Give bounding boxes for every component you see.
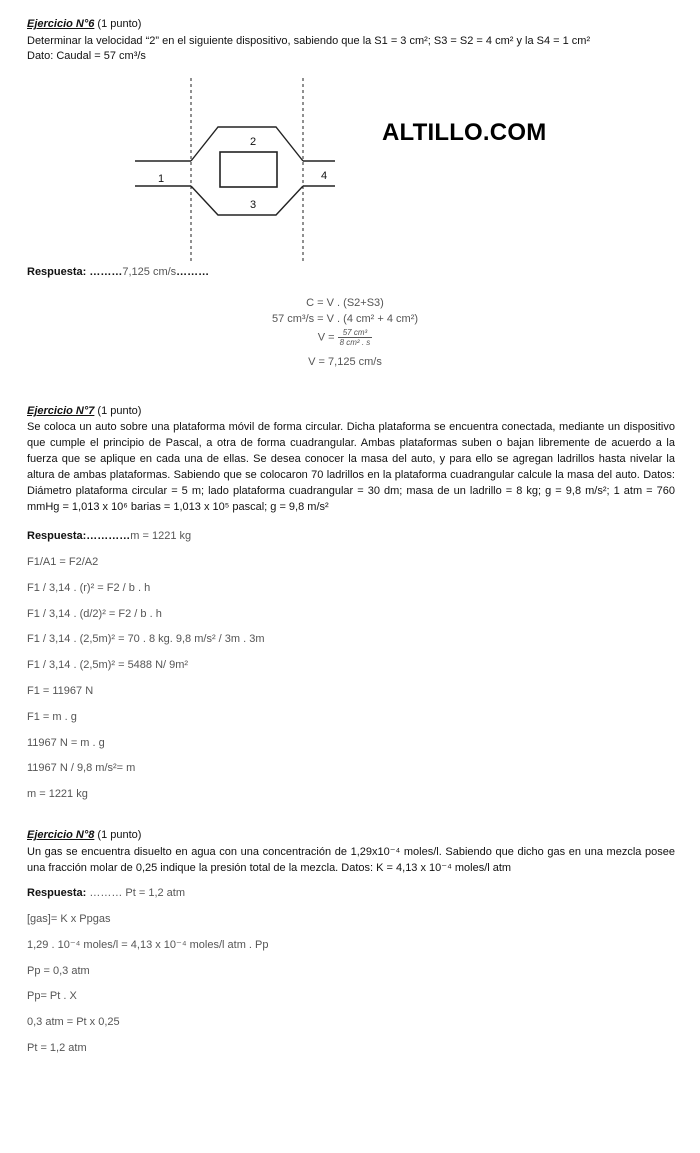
ex8-step: Pp = 0,3 atm — [27, 964, 90, 977]
ex6-solution-fraction — [338, 328, 373, 347]
diagram-label-2: 2 — [250, 136, 257, 148]
diagram-label-4: 4 — [321, 170, 328, 182]
ex6-title: Ejercicio N°6 — [27, 18, 95, 30]
ex7-heading — [27, 404, 141, 418]
brand-logo-text: ALTILLO.COM — [382, 119, 547, 146]
ex6-heading — [27, 17, 141, 31]
ex7-title: Ejercicio N°7 — [27, 405, 95, 417]
inner-block — [220, 152, 277, 187]
ex6-answer-value: 7,125 cm/s — [122, 266, 177, 278]
ex7-step: m = 1221 kg — [27, 788, 88, 801]
diagram-label-1: 1 — [158, 173, 165, 185]
ex8-answer — [27, 886, 185, 900]
diagram-label-3: 3 — [250, 199, 257, 211]
ex7-step: F1/A1 = F2/A2 — [27, 556, 99, 568]
ex7-answer — [27, 529, 191, 543]
ex6-points: (1 punto) — [94, 18, 142, 30]
ex8-step: Pt = 1,2 atm — [27, 1042, 87, 1054]
ex6-solution-line-2: 57 cm³/s = V . (4 cm² + 4 cm²) — [271, 313, 419, 325]
ex6-answer-tail: ……… — [176, 266, 210, 278]
ex6-solution-v-prefix: V = — [317, 331, 338, 344]
ex7-step: F1 / 3,14 . (2,5m)² = 70 . 8 kg. 9,8 m/s² / 3m . 3m — [27, 633, 265, 646]
ex7-statement: Se coloca un auto sobre una plataforma móvil de forma circular. Dicha plataforma se encuentra conectada, mediante un dispositivo que cumple el principio de Pascal, a otra de forma cuadrangular. Ambas plataformas suben o bajan libremente de acuerdo a la fuerza que se aplique en cada una de ellas. Se desea conocer la masa del auto, y para ello se agregan ladrillos hasta nivelar la altura de ambas plataformas. Sabiendo que se colocaron 70 ladrillos en la plataforma cuadrangular calcule la masa del auto. Datos: Diámetro plataforma circular = 5 m; lado plataforma cuadrangular = 30 dm; masa de un ladrillo = 8 kg; g = 9,8 m/s²; 1 atm = 760 mmHg = 1,013 x 10⁶ barias = 1,013 x 10⁵ pascal; g = 9,8 m/s² — [27, 421, 675, 513]
ex8-step: [gas]= K x Ppgas — [27, 913, 111, 925]
ex7-step: F1 / 3,14 . (r)² = F2 / b . h — [27, 581, 151, 594]
ex8-answer-label: Respuesta: — [27, 887, 87, 899]
ex8-step: 0,3 atm = Pt x 0,25 — [27, 1016, 120, 1029]
ex7-step: 11967 N = m . g — [27, 736, 105, 749]
ex6-answer — [27, 265, 209, 279]
ex6-data: Dato: Caudal = 57 cm³/s — [27, 50, 146, 62]
ex7-step: 11967 N / 9,8 m/s²= m — [27, 762, 136, 775]
ex7-answer-value: m = 1221 kg — [130, 530, 192, 542]
ex8-step: 1,29 . 10⁻⁴ moles/l = 4,13 x 10⁻⁴ moles/l atm . Pp — [27, 938, 269, 951]
ex8-title: Ejercicio N°8 — [27, 829, 95, 841]
flow-device-diagram — [130, 76, 340, 266]
ex6-answer-label: Respuesta: ……… — [27, 266, 123, 278]
ex8-points: (1 punto) — [94, 829, 142, 841]
ex7-step: F1 / 3,14 . (d/2)² = F2 / b . h — [27, 607, 162, 620]
ex7-step: F1 = m . g — [27, 710, 77, 723]
ex7-answer-label: Respuesta:………… — [27, 530, 131, 542]
fraction-numerator: 57 cm³ — [338, 328, 373, 338]
ex6-statement: Determinar la velocidad “2” en el siguiente dispositivo, sabiendo que la S1 = 3 cm²; S3 = S2 = 4 cm² y la S4 = 1 cm² — [27, 35, 591, 47]
ex7-step: F1 / 3,14 . (2,5m)² = 5488 N/ 9m² — [27, 659, 189, 672]
ex7-step: F1 = 11967 N — [27, 685, 94, 697]
ex7-points: (1 punto) — [94, 405, 142, 417]
ex8-statement: Un gas se encuentra disuelto en agua con una concentración de 1,29x10⁻⁴ moles/l. Sabiendo que dicho gas en una mezcla posee una fracción molar de 0,25 indique la presión total de la mezcla. Datos: K = 4,13 x 10⁻⁴ moles/l atm — [27, 846, 675, 874]
ex6-solution-line-3 — [215, 328, 475, 347]
fraction-denominator: 8 cm² . s — [339, 338, 371, 347]
ex8-heading — [27, 828, 141, 842]
ex6-solution-line-1: C = V . (S2+S3) — [306, 297, 384, 309]
ex8-step: Pp= Pt . X — [27, 990, 77, 1003]
ex8-answer-value: ……… Pt = 1,2 atm — [86, 887, 186, 899]
ex6-solution-line-4: V = 7,125 cm/s — [308, 356, 382, 368]
